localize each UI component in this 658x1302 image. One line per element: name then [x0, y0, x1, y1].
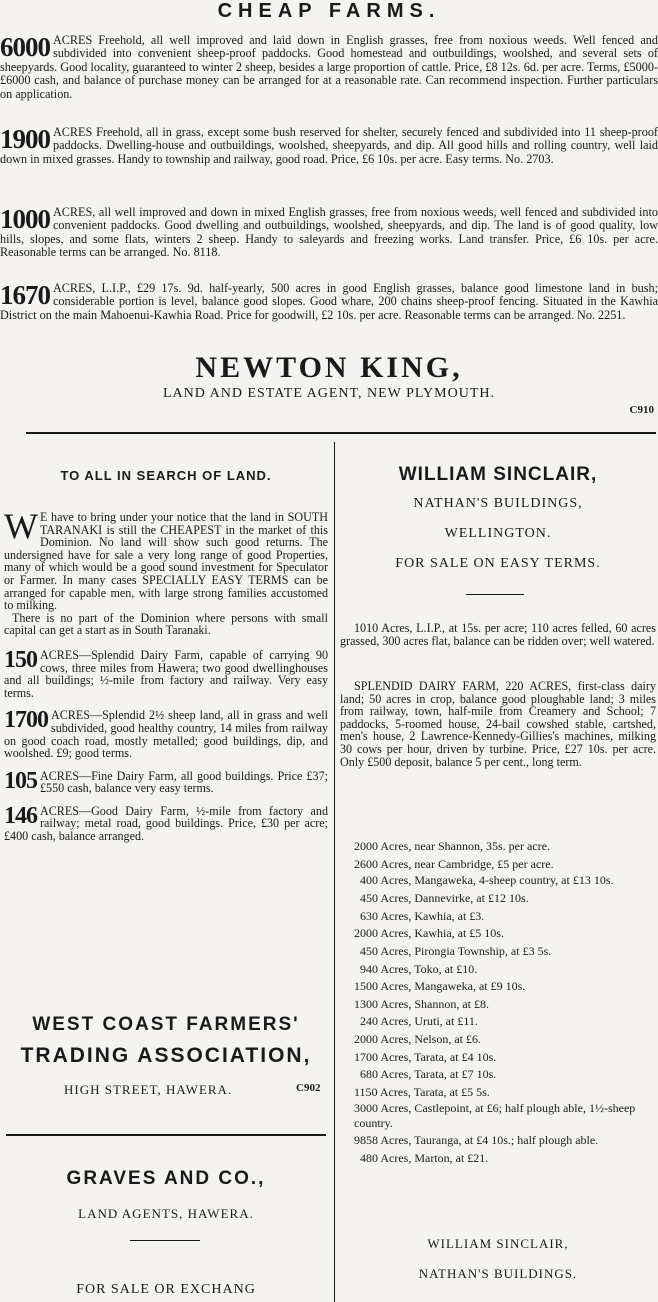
lot-1000 — [0, 206, 658, 260]
lot-number: 150 — [4, 646, 37, 673]
newton-king-subtitle: LAND AND ESTATE AGENT, NEW PLYMOUTH. — [163, 386, 495, 401]
newton-king-name: NEWTON KING, — [195, 351, 463, 384]
intro-text: E have to bring under your notice that the land in SOUTH TARANAKI is still the CHEAPEST in the market of this Dominion. No land will show such good returns. The undersigned have for sale a very long range of good Properties, many of which would be a good sound investment for Speculator or Farmer. In many cases SPECIALLY EASY TERMS can be arranged for capable men, with large strong families accustomed to milking. — [4, 510, 328, 613]
list-item: 450 Acres, Dannevirke, at £12 10s. — [360, 891, 529, 906]
intro-paragraph — [4, 506, 328, 613]
lot-1900 — [0, 126, 658, 166]
sinclair-para-2: SPLENDID DAIRY FARM, 220 ACRES, first-class dairy land; 50 acres in crop, balance good ploughable land; 3 miles from railway, town, half-mile from Creamery and School; 7 paddocks, 5-roomed house, 24-bail cowshed stable, cartshed, men's house, 2 Lawrence-Kennedy-Gillies's machines, milking 30 cows per hour, driven by turbine. Price, £27 10s. per acre. Only £500 deposit, balance 5 per cent., long term. — [340, 679, 656, 769]
list-item: 1700 Acres, Tarata, at £4 10s. — [354, 1049, 497, 1064]
sinclair-short-rule — [466, 594, 524, 595]
lot-text: ACRES—Fine Dairy Farm, all good buildings. Price £37; £550 cash, balance very easy terms. — [40, 768, 328, 796]
sinclair-para-1: 1010 Acres, L.I.P., at 15s. per acre; 110 acres felled, 60 acres grassed, 300 acres flat, balance can be ridden over; well watered. — [340, 621, 656, 648]
lot-number: 1670 — [0, 280, 50, 310]
sinclair-terms: FOR SALE ON EASY TERMS. — [395, 556, 601, 571]
acreage-list — [340, 838, 656, 1168]
sinclair-city: WELLINGTON. — [444, 526, 552, 541]
lot-text: ACRES, L.I.P., £29 17s. 9d. half-yearly, 500 acres in good English grasses, balance good limestone land in bush; considerable portion is level, balance good slopes. Good whare, 200 chains sheep-proof fencing. Situated in the Kawhia District on the main Mahoenui-Kawhia Road. Price for goodwill, £2 10s. per acre. Reasonable terms can be arranged. No. 2251. — [0, 281, 658, 322]
lot-text: ACRES—Splendid Dairy Farm, capable of carrying 90 cows, three miles from Hawera; two good dwellinghouses and all buildings; ½-mile from factory and railway. Very easy terms. — [4, 647, 328, 700]
list-item: 2000 Acres, Kawhia, at £5 10s. — [354, 926, 504, 941]
sinclair-signature-building: NATHAN'S BUILDINGS. — [418, 1266, 578, 1281]
left-lot — [4, 646, 328, 700]
left-lot — [4, 802, 328, 844]
dropcap: W — [4, 506, 38, 546]
lot-number: 105 — [4, 767, 37, 794]
graves-bottom: FOR SALE OR EXCHANG — [76, 1282, 256, 1297]
list-item: 1150 Acres, Tarata, at £5 5s. — [354, 1084, 490, 1099]
lot-number: 1900 — [0, 124, 50, 154]
list-item: 400 Acres, Mangaweka, 4-sheep country, at £13 10s. — [360, 873, 614, 888]
lot-number: 1700 — [4, 707, 48, 734]
left-column — [4, 468, 328, 843]
assoc-line-2: TRADING ASSOCIATION, — [20, 1044, 312, 1067]
lot-6000 — [0, 34, 658, 101]
sinclair-building: NATHAN'S BUILDINGS, — [413, 496, 583, 511]
column-divider — [334, 442, 335, 1302]
assoc-address: HIGH STREET, HAWERA. — [64, 1082, 233, 1097]
cheap-farms-title: CHEAP FARMS. — [217, 0, 441, 22]
left-lot — [4, 709, 328, 759]
sinclair-signature-name: WILLIAM SINCLAIR, — [427, 1236, 569, 1251]
list-item: 450 Acres, Pirongia Township, at £3 5s. — [360, 943, 552, 958]
assoc-code: C902 — [296, 1082, 321, 1094]
graves-subtitle: LAND AGENTS, HAWERA. — [78, 1206, 254, 1221]
lot-number: 6000 — [0, 32, 50, 62]
ad-code: C910 — [629, 404, 654, 416]
search-land-heading: TO ALL IN SEARCH OF LAND. — [60, 468, 272, 483]
list-item: 940 Acres, Toko, at £10. — [360, 961, 478, 976]
list-item: 240 Acres, Uruti, at £11. — [360, 1014, 478, 1029]
left-lot — [4, 767, 328, 796]
top-divider — [26, 432, 656, 434]
list-item: 680 Acres, Tarata, at £7 10s. — [360, 1067, 497, 1082]
list-item: 1300 Acres, Shannon, at £8. — [354, 996, 489, 1011]
graves-short-rule — [130, 1240, 200, 1241]
list-item: 480 Acres, Marton, at £21. — [360, 1151, 489, 1166]
list-item: 2600 Acres, near Cambridge, £5 per acre. — [354, 856, 554, 871]
graves-name: GRAVES AND CO., — [66, 1168, 266, 1189]
lot-text: ACRES—Good Dairy Farm, ½-mile from factory and railway; metal road, good buildings. Price, £30 per acre; £400 cash, balance arranged. — [4, 803, 328, 844]
list-item: 2000 Acres, near Shannon, 35s. per acre. — [354, 839, 550, 853]
lot-number: 1000 — [0, 204, 50, 234]
sinclair-name: WILLIAM SINCLAIR, — [398, 464, 598, 485]
intro-paragraph-2: There is no part of the Dominion where persons with small capital can get a start as in South Taranaki. — [4, 610, 328, 638]
lot-number: 146 — [4, 802, 37, 829]
lot-text: ACRES Freehold, all in grass, except some bush reserved for shelter, securely fenced and subdivided into 11 sheep-proof paddocks. Dwelling-house and outbuildings, woolshed, sheepyards, and dip. All good hills and rolling country, well laid down in mixed grasses. Handy to township and railway, good road. Price, £6 10s. per acre. Easy terms. No. 2703. — [0, 125, 658, 166]
list-item: 2000 Acres, Nelson, at £6. — [354, 1031, 481, 1046]
lot-text: ACRES—Splendid 2½ sheep land, all in grass and well subdivided, good healthy country, 14 miles from railway on good coach road, mostly metalled; good buildings, dip, and woolshed. £9; good terms. — [4, 708, 328, 761]
list-item: 3000 Acres, Castlepoint, at £6; half plough able, 1½-sheep country. — [354, 1101, 636, 1131]
list-item: 630 Acres, Kawhia, at £3. — [360, 908, 485, 923]
lot-text: ACRES, all well improved and down in mixed English grasses, free from noxious weeds, well fenced and subdivided into convenient paddocks. Good dwelling and outbuildings, woolshed, sheepyards, and dip. The land is of good quality, low hills, slopes, and some flats, winters 2 sheep. Handy to saleyards and freezing works. Land transfer. Price, £6 10s. per acre. Reasonable terms can be arranged. No. 8118. — [0, 205, 658, 260]
lot-text: ACRES Freehold, all well improved and laid down in English grasses, free from noxious weeds. Well fenced and subdivided into convenient sheep-proof paddocks. Good homestead and outbuildings, woolshed, and several sets of sheepyards. Good locality, guaranteed to winter 2 sheep, besides a large proportion of cattle. Price, £8 12s. 6d. per acre. Terms, £5000-£6000 cash, and balance of purchase money can be arranged for at a reasonable rate. Can recommend inspection. Further particulars on application. — [0, 33, 658, 101]
assoc-line-1: WEST COAST FARMERS' — [32, 1014, 300, 1035]
left-divider — [6, 1134, 326, 1136]
list-item: 1500 Acres, Mangaweka, at £9 10s. — [354, 979, 526, 994]
lot-1670 — [0, 282, 658, 322]
list-item: 9858 Acres, Tauranga, at £4 10s.; half plough able. — [354, 1133, 599, 1148]
